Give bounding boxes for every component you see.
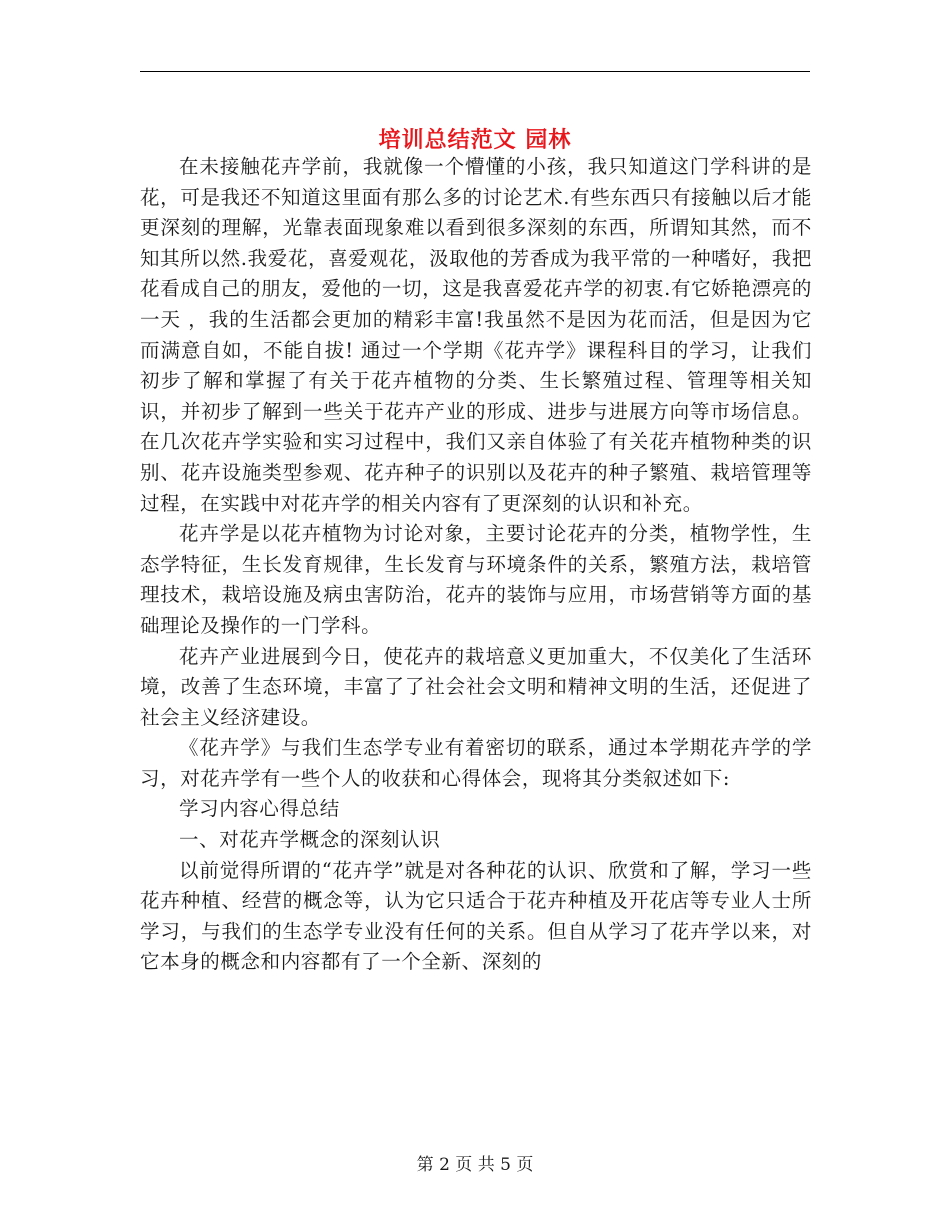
paragraph-industry: 花卉产业进展到今日，使花卉的栽培意义更加重大，不仅美化了生活环境，改善了生态环境，丰富了了社会社会文明和精神文明的生活，还促进了社会主义经济建设。 bbox=[140, 644, 812, 729]
section-heading-concept: 一、对花卉学概念的深刻认识 bbox=[179, 828, 441, 852]
paragraph-definition: 花卉学是以花卉植物为讨论对象，主要讨论花卉的分类，植物学性，生态学特征，生长发育规律，生长发育与环境条件的关系，繁殖方法，栽培管理技术，栽培设施及病虫害防治，花卉的装饰与应用，市场营销等方面的基础理论及操作的一门学科。 bbox=[140, 522, 812, 637]
paragraph-relation: 《花卉学》与我们生态学专业有着密切的联系，通过本学期花卉学的学习，对花卉学有一些个人的收获和心得体会，现将其分类叙述如下: bbox=[140, 736, 812, 790]
header-rule bbox=[140, 71, 810, 72]
paragraph-concept: 以前觉得所谓的“花卉学”就是对各种花的认识、欣赏和了解，学习一些花卉种植、经营的概念等，认为它只适合于花卉种植及开花店等专业人士所学习，与我们的生态学专业没有任何的关系。但自从学习了花卉学以来，对它本身的概念和内容都有了一个全新、深刻的 bbox=[140, 858, 812, 974]
section-heading-summary: 学习内容心得总结 bbox=[179, 797, 340, 821]
document-body bbox=[140, 152, 812, 978]
page-number-footer: 第 2 页 共 5 页 bbox=[416, 1155, 534, 1175]
paragraph-intro: 在未接触花卉学前，我就像一个懵懂的小孩，我只知道这门学科讲的是花，可是我还不知道这里面有那么多的讨论艺术.有些东西只有接触以后才能更深刻的理解，光靠表面现象难以看到很多深刻的东西，所谓知其然，而不知其所以然.我爱花，喜爱观花，汲取他的芳香成为我平常的一种嗜好，我把花看成自己的朋友，爱他的一切，这是我喜爱花卉学的初衷.有它娇艳漂亮的一天 ，我的生活都会更加的精彩丰富!我虽然不是因为花而活，但是因为它而满意自如，不能自拔! 通过一个学期《花卉学》课程科目的学习，让我们初步了解和掌握了有关于花卉植物的分类、生长繁殖过程、管理等相关知识，并初步了解到一些关于花卉产业的形成、进步与进展方向等市场信息。在几次花卉学实验和实习过程中，我们又亲自体验了有关花卉植物种类的识别、花卉设施类型参观、花卉种子的识别以及花卉的种子繁殖、栽培管理等过程，在实践中对花卉学的相关内容有了更深刻的认识和补充。 bbox=[140, 155, 812, 515]
document-title: 培训总结范文 园林 bbox=[378, 126, 572, 153]
